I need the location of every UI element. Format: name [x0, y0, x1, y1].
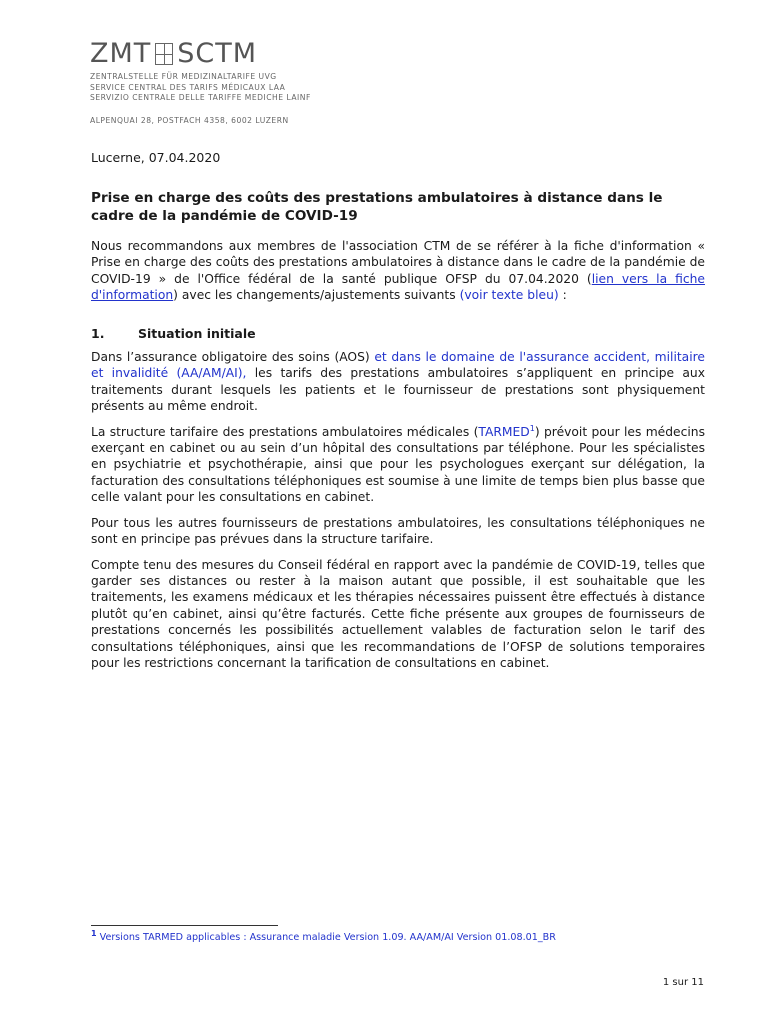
logo-title: [90, 40, 290, 68]
footnote-mark: 1: [91, 928, 97, 938]
paragraph-text: Dans l’assurance obligatoire des soins (AOS): [91, 350, 375, 365]
paragraph-tarmed: [91, 424, 705, 506]
paragraph-aos: [91, 349, 705, 415]
logo-text-right: SCTM: [177, 38, 258, 69]
document-title: Prise en charge des coûts des prestations ambulatoires à distance dans le cadre de la pandémie de COVID-19: [91, 190, 663, 224]
logo-lines: [90, 72, 311, 104]
intro-paragraph: [91, 238, 705, 304]
cross-mark-icon: [155, 43, 173, 65]
page-number: 1 sur 11: [662, 977, 704, 988]
paragraph-text: La structure tarifaire des prestations ambulatoires médicales (: [91, 424, 479, 439]
document-body: [91, 238, 705, 680]
organization-logo: [90, 38, 311, 125]
logo-line-de: ZENTRALSTELLE FÜR MEDIZINALTARIFE UVG: [90, 72, 277, 81]
logo-line-fr: SERVICE CENTRAL DES TARIFS MÉDICAUX LAA: [90, 82, 286, 92]
section-heading: [91, 326, 705, 342]
footnote-separator: [91, 925, 278, 926]
paragraph-other-providers: Pour tous les autres fournisseurs de prestations ambulatoires, les consultations téléphoniques ne sont en principe pas prévues dans la structure tarifaire.: [91, 515, 705, 547]
section-number: 1.: [91, 325, 105, 341]
blue-text: et dans le domaine de l'assurance accident, militaire et invalidité (AA/AM/AI),: [91, 350, 705, 381]
section-title: Situation initiale: [138, 325, 256, 341]
footnote-text: Versions TARMED applicables : Assurance maladie Version 1.09. AA/AM/AI Version 01.08.01_BR: [99, 932, 556, 943]
intro-text-3: :: [558, 288, 567, 303]
tarmed-term: TARMED: [478, 424, 530, 439]
logo-address: ALPENQUAI 28, POSTFACH 4358, 6002 LUZERN: [90, 115, 289, 125]
logo-text-left: ZMT: [90, 38, 152, 69]
blue-text-note: (voir texte bleu): [459, 288, 559, 303]
info-sheet-link[interactable]: lien vers la fiche d'information: [91, 271, 705, 303]
footnote-reference[interactable]: 1: [529, 423, 535, 433]
paragraph-text: les tarifs des prestations ambulatoires s’appliquent en principe aux traitements durant lesquels les patients et le fournisseur de prestations sont physiquement présents au même endroit.: [91, 366, 705, 414]
paragraph-covid-measures: Compte tenu des mesures du Conseil fédéral en rapport avec la pandémie de COVID-19, telles que garder ses distances ou rester à la maison autant que possible, il est souhaitable que les traitements, les examens médicaux et les thérapies nécessaires puissent être effectués à distance plutôt qu’en cabinet, ainsi qu’être facturés. Cette fiche présente aux groupes de fournisseurs de prestations concernés les possibilités actuellement valables de facturation selon le tarif des consultations téléphoniques, ainsi que les recommandations de l’OFSP de solutions temporaires pour les restrictions concernant la tarification de consultations en cabinet.: [91, 557, 705, 670]
document-date: Lucerne, 07.04.2020: [91, 150, 221, 165]
intro-text: Nous recommandons aux membres de l'association CTM de se référer à la fiche d'information « Prise en charge des coûts des prestations ambulatoires à distance dans le cadre de la pandémie de COVID-19 » de l'Office fédéral de la santé publique OFSP du 07.04.2020 (: [91, 239, 705, 286]
logo-line-it: SERVIZIO CENTRALE DELLE TARIFFE MEDICHE LAINF: [90, 93, 311, 102]
paragraph-text: ) prévoit pour les médecins exerçant en cabinet ou au sein d’un hôpital des consultations par téléphone. Pour les spécialistes en psychiatrie et psychothérapie, ainsi que pour les psychologues exerçant sur délégation, la facturation des consultations téléphoniques est soumise à une limite de temps bien plus basse que celle valant pour les consultations en cabinet.: [91, 424, 705, 505]
intro-text-2: ) avec les changements/ajustements suivants: [173, 288, 460, 303]
footnote: [91, 928, 556, 943]
